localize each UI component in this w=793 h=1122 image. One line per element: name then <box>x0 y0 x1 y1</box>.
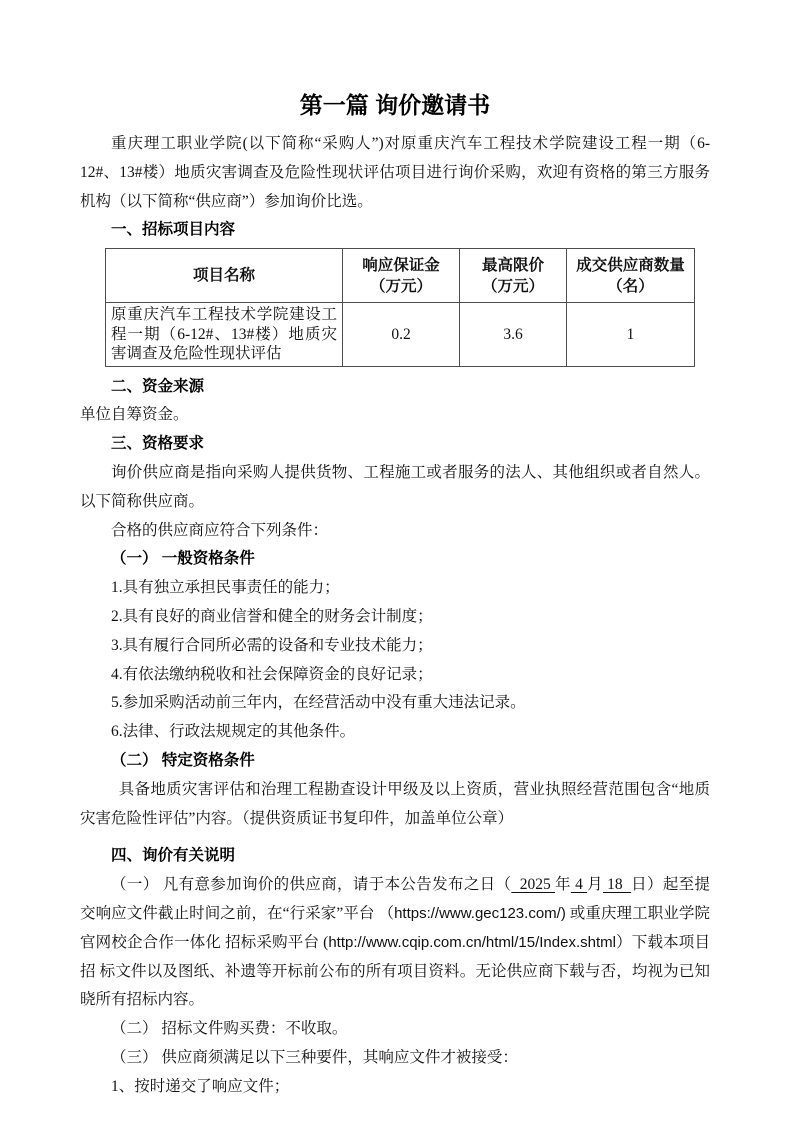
notice-item-1-lead: （一） 凡有意参加询价的供应商，请于本公告发布之日（ <box>111 876 512 894</box>
header-deposit-line1: 响应保证金 <box>362 256 440 274</box>
intro-paragraph: 重庆理工职业学院(以下简称“采购人”)对原重庆汽车工程技术学院建设工程一期（6-12#、13#楼）地质灾害调查及危险性现状评估项目进行询价采购，欢迎有资格的第三方服务机构（以下简称“供应商”）参加询价比选。 <box>80 135 710 210</box>
specific-conditions-heading: （二） 特定资格条件 <box>111 752 255 770</box>
section-2-heading: 二、资金来源 <box>111 377 205 395</box>
condition-item-1: 1.具有独立承担民事责任的能力； <box>111 579 340 597</box>
date-day-underline: 18 <box>602 876 632 894</box>
document-title: 第一篇 询价邀请书 <box>299 92 491 118</box>
cell-supplier-count: 1 <box>567 303 695 367</box>
date-year-label: 年 <box>555 876 571 894</box>
condition-item-3: 3.具有履行合同所必需的设备和专业技术能力； <box>111 636 433 654</box>
header-max-price-line1: 最高限价 <box>481 256 544 274</box>
table-header-row <box>106 249 695 303</box>
condition-item-6: 6.法律、行政法规规定的其他条件。 <box>111 723 356 741</box>
supplier-definition-paragraph: 询价供应商是指向采购人提供货物、工程施工或者服务的法人、其他组织或者自然人。以下简称供应商。 <box>80 464 710 510</box>
header-project-name-label: 项目名称 <box>192 267 255 285</box>
date-month-underline: 4 <box>570 876 588 894</box>
condition-item-4: 4.有依法缴纳税收和社会保障资金的良好记录； <box>111 665 433 683</box>
header-max-price-line2: （万元） <box>481 277 544 295</box>
condition-item-2: 2.具有良好的商业信誉和健全的财务会计制度； <box>111 608 433 626</box>
header-max-price <box>460 249 567 303</box>
section-4-heading: 四、询价有关说明 <box>111 847 236 865</box>
platform-url-1: https://www.gec123.com/) <box>394 905 566 923</box>
header-supplier-count-line1: 成交供应商数量 <box>576 256 685 274</box>
notice-item-1-mid: 或重庆理工职业学院官网校企合作一体化 招标采购平台 ( <box>80 905 710 951</box>
platform-url-2: http://www.cqip.com.cn/html/15/Index.shtml <box>328 933 616 951</box>
section-3-heading: 三、资格要求 <box>111 435 205 453</box>
qualified-conditions-lead: 合格的供应商应符合下列条件： <box>111 521 329 539</box>
notice-item-1-tail: ）下载本项目招 标文件以及图纸、补遗等开标前公布的所有项目资料。无论供应商下载与否，均视为已知 晓所有招标内容。 <box>80 933 710 1009</box>
notice-item-1-after-date: 日）起至提交响应文件截止时间之前，在“行采家”平台 （ <box>80 876 711 923</box>
cell-project-name: 原重庆汽车工程技术学院建设工程一期（6-12#、13#楼）地质灾害调查及危险性现状评估 <box>106 303 343 367</box>
header-project-name <box>106 249 343 303</box>
general-conditions-heading: （一） 一般资格条件 <box>111 550 255 568</box>
cell-deposit: 0.2 <box>343 303 460 367</box>
header-supplier-count-line2: （名） <box>607 277 654 295</box>
notice-item-3-sub-1: 1、按时递交了响应文件； <box>111 1077 290 1095</box>
condition-item-5: 5.参加采购活动前三年内，在经营活动中没有重大违法记录。 <box>111 694 526 712</box>
notice-item-3: （三） 供应商须满足以下三种要件，其响应文件才被接受： <box>111 1049 518 1067</box>
date-year-underline: 2025 <box>511 876 556 894</box>
date-month-label: 月 <box>587 876 603 894</box>
header-supplier-count <box>567 249 695 303</box>
section-1-heading: 一、招标项目内容 <box>111 221 236 239</box>
notice-item-2: （二） 招标文件购买费：不收取。 <box>111 1020 348 1038</box>
cell-max-price: 3.6 <box>460 303 567 367</box>
header-deposit <box>343 249 460 303</box>
table-data-row <box>106 303 695 367</box>
funding-source-text: 单位自筹资金。 <box>80 406 189 424</box>
notice-item-1 <box>80 871 710 1015</box>
project-table <box>105 248 695 367</box>
header-deposit-line2: （万元） <box>369 277 432 295</box>
specific-conditions-paragraph: 具备地质灾害评估和治理工程勘查设计甲级及以上资质，营业执照经营范围包含“地质灾害危险性评估”内容。（提供资质证书复印件，加盖单位公章） <box>80 780 710 827</box>
